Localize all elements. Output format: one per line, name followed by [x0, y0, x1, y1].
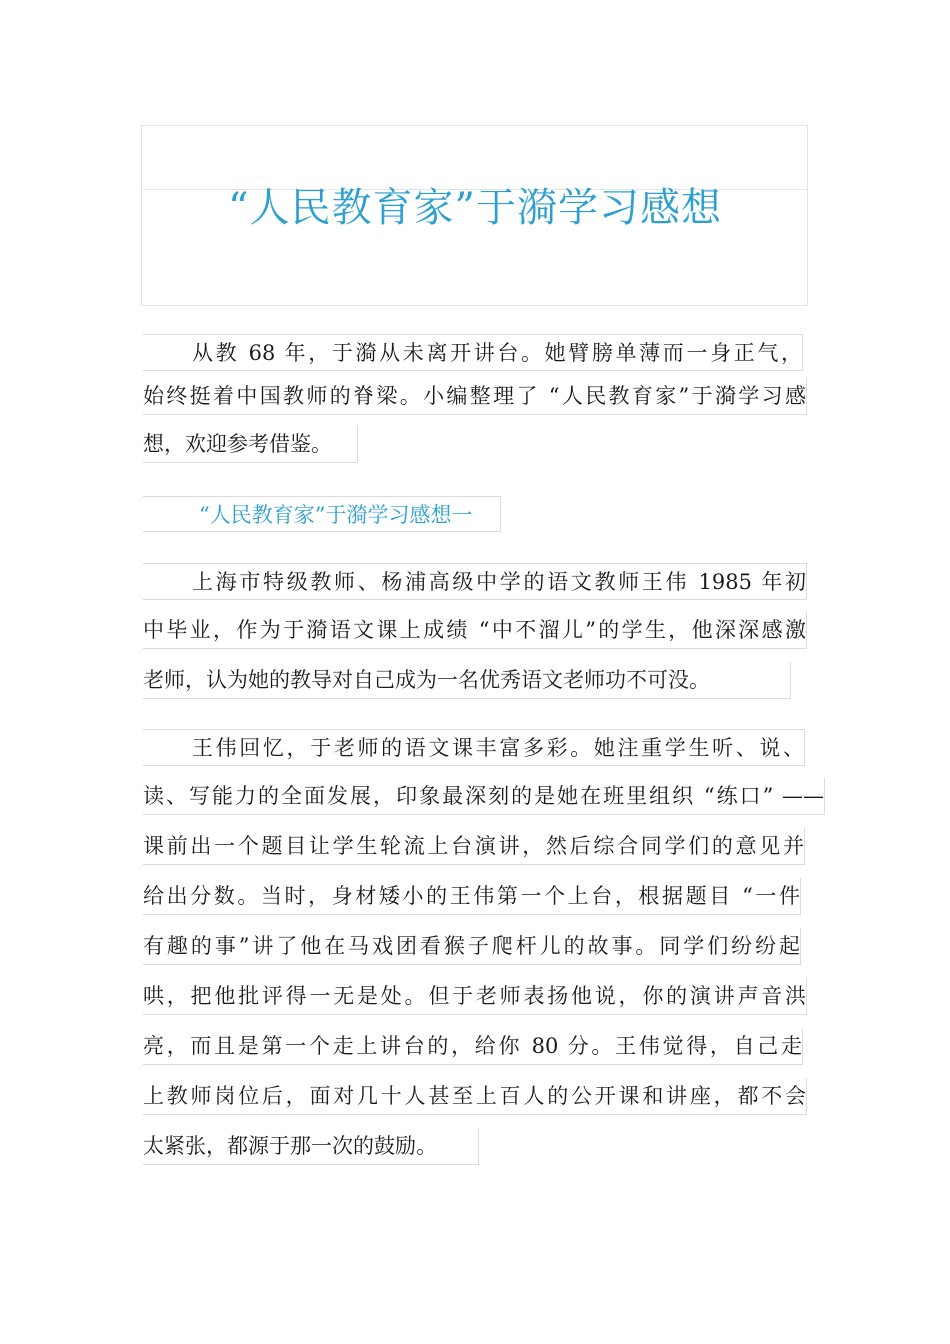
para2-line-6: 哄，把他批评得一无是处。但于老师表扬他说，你的演讲声音洪: [143, 978, 807, 1015]
para2-line-2: 读、写能力的全面发展，印象最深刻的是她在班里组织 “练口” ——: [143, 778, 825, 815]
para1-line-2: 中毕业，作为于漪语文课上成绩 “中不溜儿”的学生，他深深感激: [143, 612, 807, 649]
intro-line-3: 想，欢迎参考借鉴。: [143, 426, 358, 463]
para2-line-5: 有趣的事”讲了他在马戏团看猴子爬杆儿的故事。同学们纷纷起: [143, 928, 801, 965]
para2-line-3: 课前出一个题目让学生轮流上台演讲，然后综合同学们的意见并: [143, 828, 805, 865]
para2-line-7: 亮，而且是第一个走上讲台的，给你 80 分。王伟觉得，自己走: [143, 1028, 803, 1065]
para2-line-4: 给出分数。当时，身材矮小的王伟第一个上台，根据题目 “一件: [143, 878, 801, 915]
para2-line-8: 上教师岗位后，面对几十人甚至上百人的公开课和讲座，都不会: [143, 1078, 807, 1115]
document-title: “人民教育家”于漪学习感想: [228, 185, 722, 231]
para1-line-1: 上海市特级教师、杨浦高级中学的语文教师王伟 1985 年初: [143, 563, 807, 600]
intro-line-1: 从教 68 年，于漪从未离开讲台。她臂膀单薄而一身正气，: [143, 334, 803, 371]
para1-line-3: 老师，认为她的教导对自己成为一名优秀语文老师功不可没。: [143, 662, 791, 699]
section-heading-1: “人民教育家”于漪学习感想一: [143, 496, 501, 532]
para2-line-9: 太紧张，都源于那一次的鼓励。: [143, 1128, 479, 1165]
para2-line-1: 王伟回忆，于老师的语文课丰富多彩。她注重学生听、说、: [143, 729, 805, 766]
intro-line-2: 始终挺着中国教师的脊梁。小编整理了 “人民教育家”于漪学习感: [143, 378, 807, 415]
